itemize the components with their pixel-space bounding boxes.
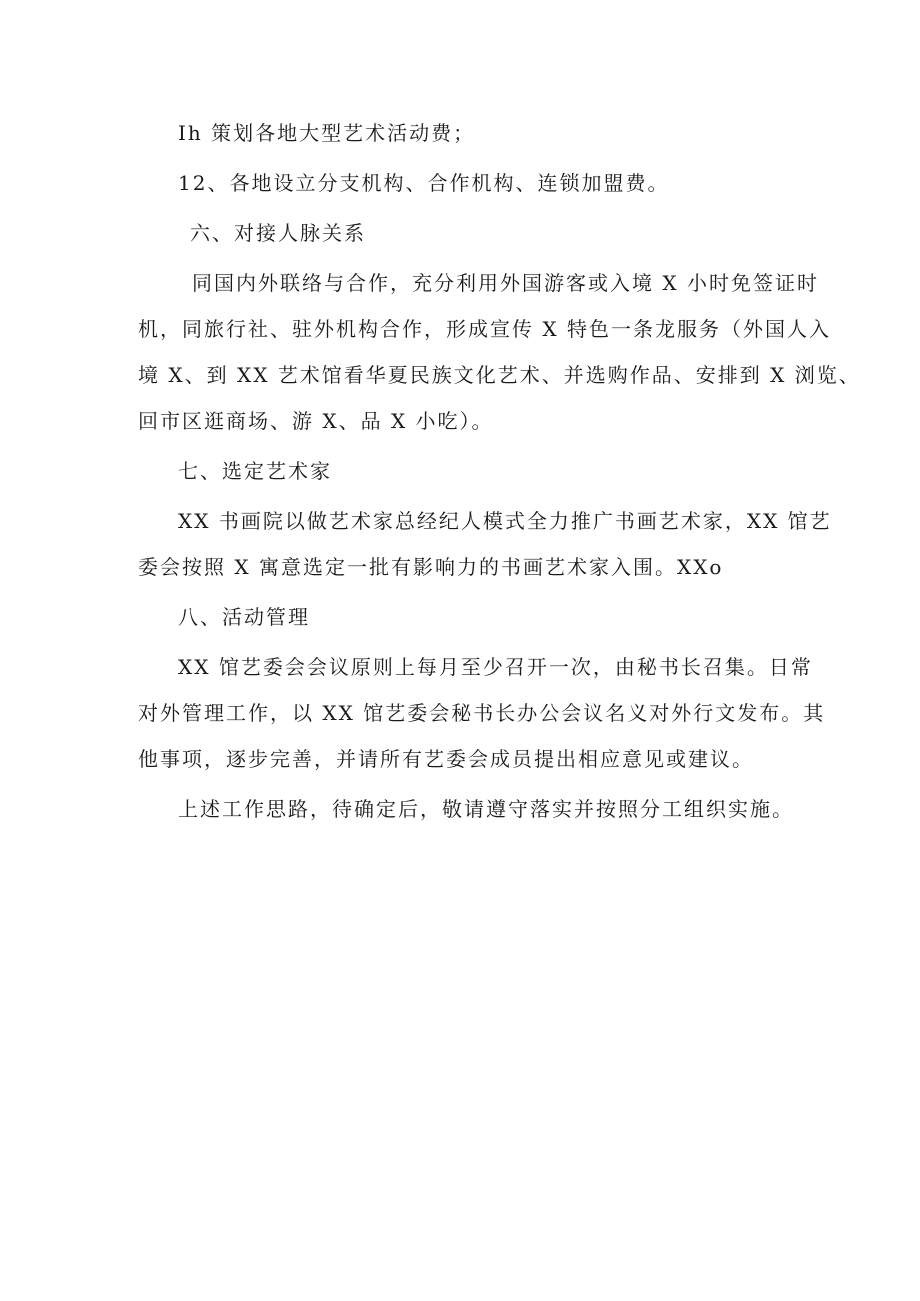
- list-item-11: Ih 策划各地大型艺术活动费；: [178, 121, 476, 145]
- paragraph-line: 回市区逛商场、游 X、品 X 小吃）。: [138, 409, 494, 433]
- paragraph-line: 对外管理工作，以 XX 馆艺委会秘书长办公会议名义对外行文发布。其: [138, 701, 826, 725]
- list-item-12: 12、各地设立分支机构、合作机构、连锁加盟费。: [178, 171, 670, 195]
- paragraph-line: 委会按照 X 寓意选定一批有影响力的书画艺术家入围。XXo: [138, 555, 724, 579]
- section-paragraph-six: [138, 260, 861, 444]
- document-body: [138, 110, 861, 832]
- section-paragraph-seven: [138, 498, 832, 590]
- section-heading-six: 六、对接人脉关系: [190, 221, 366, 245]
- paragraph-line: 同国内外联络与合作，充分利用外国游客或入境 X 小时免签证时: [192, 271, 819, 295]
- paragraph-line: 机，同旅行社、驻外机构合作，形成宣传 X 特色一条龙服务（外国人入: [138, 317, 831, 341]
- section-paragraph-eight: [138, 644, 826, 782]
- section-heading-seven: 七、选定艺术家: [178, 459, 332, 483]
- paragraph-line: XX 书画院以做艺术家总经纪人模式全力推广书画艺术家，XX 馆艺: [178, 509, 832, 533]
- paragraph-line: 境 X、到 XX 艺术馆看华夏民族文化艺术、并选购作品、安排到 X 浏览、: [138, 363, 861, 387]
- closing-paragraph: 上述工作思路，待确定后，敬请遵守落实并按照分工组织实施。: [178, 797, 794, 821]
- section-heading-eight: 八、活动管理: [178, 605, 310, 629]
- paragraph-line: 他事项，逐步完善，并请所有艺委会成员提出相应意见或建议。: [138, 747, 754, 771]
- paragraph-line: XX 馆艺委会会议原则上每月至少召开一次，由秘书长召集。日常: [178, 655, 813, 679]
